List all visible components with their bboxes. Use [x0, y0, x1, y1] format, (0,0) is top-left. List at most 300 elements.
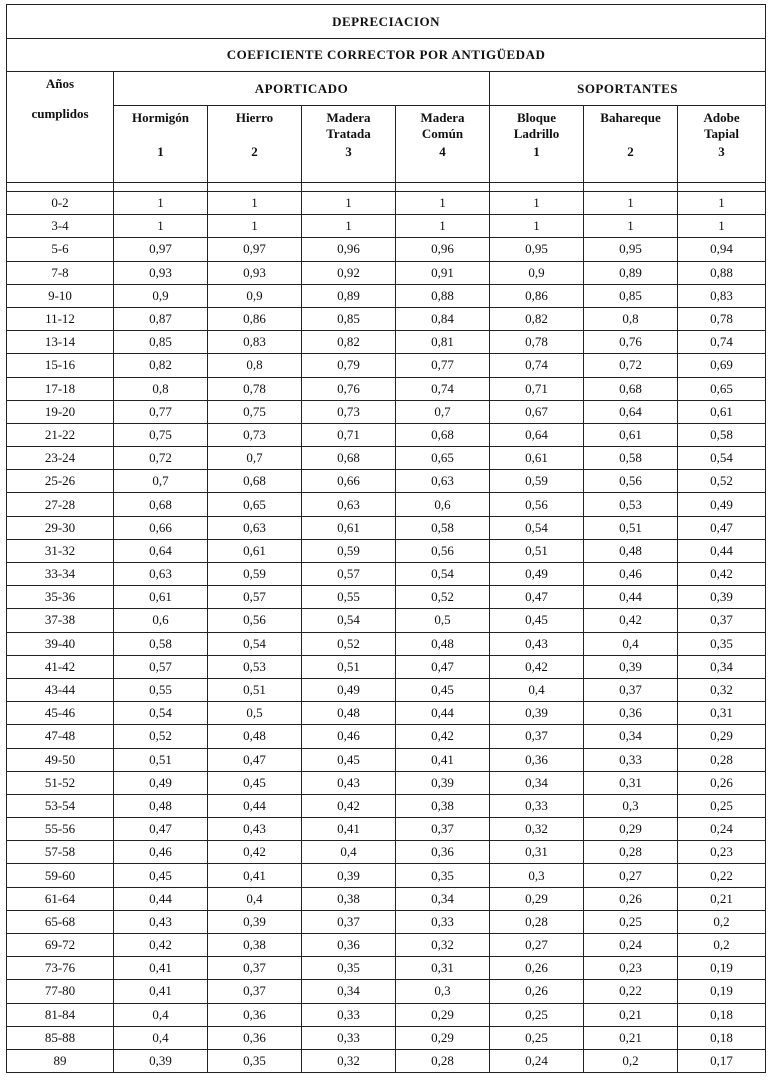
coefficient-cell: 0,57 [114, 655, 208, 678]
column-header [678, 106, 766, 183]
column-header [114, 106, 208, 183]
coefficient-cell: 1 [678, 215, 766, 238]
coefficient-cell: 0,34 [584, 725, 678, 748]
coefficient-cell: 0,45 [490, 609, 584, 632]
coefficient-cell: 0,29 [678, 725, 766, 748]
depreciation-document [6, 4, 765, 1073]
spacer-cell [302, 183, 396, 192]
coefficient-cell: 0,55 [302, 586, 396, 609]
table-row [7, 609, 766, 632]
coefficient-cell: 0,39 [396, 771, 490, 794]
coefficient-cell: 1 [678, 192, 766, 215]
coefficient-cell: 0,2 [584, 1049, 678, 1072]
years-cell: 25-26 [7, 470, 114, 493]
coefficient-cell: 0,19 [678, 980, 766, 1003]
coefficient-cell: 0,44 [208, 794, 302, 817]
coefficient-cell: 0,54 [302, 609, 396, 632]
coefficient-cell: 0,42 [678, 563, 766, 586]
coefficient-cell: 0,78 [208, 377, 302, 400]
column-header [302, 106, 396, 183]
depreciation-table [6, 4, 766, 1073]
years-cell: 77-80 [7, 980, 114, 1003]
column-header-label: Ladrillo [513, 126, 560, 141]
coefficient-cell: 0,21 [678, 887, 766, 910]
coefficient-cell: 0,34 [302, 980, 396, 1003]
coefficient-cell: 0,92 [302, 261, 396, 284]
coefficient-cell: 0,36 [302, 934, 396, 957]
table-row [7, 841, 766, 864]
coefficient-cell: 0,65 [208, 493, 302, 516]
coefficient-cell: 0,61 [302, 516, 396, 539]
years-cell: 33-34 [7, 563, 114, 586]
coefficient-cell: 0,59 [208, 563, 302, 586]
coefficient-cell: 0,4 [490, 678, 584, 701]
table-row [7, 539, 766, 562]
coefficient-cell: 0,58 [396, 516, 490, 539]
coefficient-cell: 0,33 [396, 910, 490, 933]
coefficient-cell: 0,77 [114, 400, 208, 423]
coefficient-cell: 1 [114, 215, 208, 238]
coefficient-cell: 0,6 [114, 609, 208, 632]
years-cell: 23-24 [7, 447, 114, 470]
coefficient-cell: 0,73 [302, 400, 396, 423]
spacer-cell [7, 183, 114, 192]
coefficient-cell: 0,64 [490, 423, 584, 446]
coefficient-cell: 0,75 [208, 400, 302, 423]
coefficient-cell: 0,64 [114, 539, 208, 562]
group-header-soportantes: SOPORTANTES [490, 72, 766, 106]
coefficient-cell: 0,58 [678, 423, 766, 446]
years-cell: 11-12 [7, 307, 114, 330]
spacer-cell [114, 183, 208, 192]
coefficient-cell: 0,4 [114, 1026, 208, 1049]
coefficient-cell: 0,37 [208, 980, 302, 1003]
coefficient-cell: 0,23 [584, 957, 678, 980]
coefficient-cell: 0,9 [490, 261, 584, 284]
coefficient-cell: 0,39 [208, 910, 302, 933]
years-cell: 31-32 [7, 539, 114, 562]
coefficient-cell: 0,7 [208, 447, 302, 470]
years-cell: 65-68 [7, 910, 114, 933]
coefficient-cell: 0,52 [114, 725, 208, 748]
coefficient-cell: 0,63 [396, 470, 490, 493]
coefficient-cell: 0,48 [584, 539, 678, 562]
column-header-number: 2 [627, 144, 634, 159]
coefficient-cell: 0,51 [302, 655, 396, 678]
coefficient-cell: 0,37 [490, 725, 584, 748]
coefficient-cell: 0,8 [114, 377, 208, 400]
coefficient-cell: 0,35 [396, 864, 490, 887]
coefficient-cell: 0,49 [490, 563, 584, 586]
coefficient-cell: 0,68 [208, 470, 302, 493]
coefficient-cell: 0,78 [678, 307, 766, 330]
table-row [7, 423, 766, 446]
coefficient-cell: 0,21 [584, 1026, 678, 1049]
coefficient-cell: 0,76 [302, 377, 396, 400]
table-row [7, 934, 766, 957]
coefficient-cell: 0,68 [584, 377, 678, 400]
coefficient-cell: 0,55 [114, 678, 208, 701]
coefficient-cell: 0,46 [114, 841, 208, 864]
coefficient-cell: 0,47 [114, 818, 208, 841]
coefficient-cell: 0,95 [584, 238, 678, 261]
table-row [7, 771, 766, 794]
coefficient-cell: 0,41 [302, 818, 396, 841]
column-header-label: Tapial [704, 126, 740, 141]
coefficient-cell: 0,43 [208, 818, 302, 841]
coefficient-cell: 0,32 [490, 818, 584, 841]
coefficient-cell: 0,24 [678, 818, 766, 841]
coefficient-cell: 0,74 [678, 331, 766, 354]
coefficient-cell: 0,74 [490, 354, 584, 377]
coefficient-cell: 0,18 [678, 1026, 766, 1049]
coefficient-cell: 0,45 [396, 678, 490, 701]
table-row [7, 748, 766, 771]
years-cell: 85-88 [7, 1026, 114, 1049]
coefficient-cell: 0,42 [114, 934, 208, 957]
coefficient-cell: 0,52 [396, 586, 490, 609]
years-cell: 41-42 [7, 655, 114, 678]
coefficient-cell: 0,2 [678, 910, 766, 933]
column-header-label: Hierro [235, 110, 274, 125]
coefficient-cell: 0,42 [490, 655, 584, 678]
table-row [7, 678, 766, 701]
years-cell: 27-28 [7, 493, 114, 516]
coefficient-cell: 0,41 [114, 980, 208, 1003]
coefficient-cell: 0,81 [396, 331, 490, 354]
coefficient-cell: 0,82 [114, 354, 208, 377]
coefficient-cell: 0,48 [396, 632, 490, 655]
column-header [490, 106, 584, 183]
coefficient-cell: 0,93 [208, 261, 302, 284]
coefficient-cell: 0,61 [678, 400, 766, 423]
coefficient-cell: 0,97 [208, 238, 302, 261]
coefficient-cell: 0,21 [584, 1003, 678, 1026]
coefficient-cell: 0,9 [114, 284, 208, 307]
column-header [584, 106, 678, 183]
table-row [7, 563, 766, 586]
coefficient-cell: 0,36 [396, 841, 490, 864]
coefficient-cell: 0,49 [302, 678, 396, 701]
table-row [7, 887, 766, 910]
coefficient-cell: 1 [396, 215, 490, 238]
coefficient-cell: 1 [490, 215, 584, 238]
years-cell: 5-6 [7, 238, 114, 261]
coefficient-cell: 0,82 [302, 331, 396, 354]
coefficient-cell: 0,33 [490, 794, 584, 817]
column-header-number: 3 [345, 144, 352, 159]
column-header-label: Bloque [516, 110, 556, 125]
coefficient-cell: 1 [302, 192, 396, 215]
years-cell: 43-44 [7, 678, 114, 701]
coefficient-cell: 0,28 [396, 1049, 490, 1072]
spacer-cell [396, 183, 490, 192]
coefficient-cell: 0,39 [584, 655, 678, 678]
coefficient-cell: 0,39 [678, 586, 766, 609]
coefficient-cell: 0,34 [396, 887, 490, 910]
coefficient-cell: 0,26 [678, 771, 766, 794]
table-row [7, 1049, 766, 1072]
coefficient-cell: 0,56 [490, 493, 584, 516]
spacer-cell [678, 183, 766, 192]
coefficient-cell: 0,7 [114, 470, 208, 493]
coefficient-cell: 0,37 [208, 957, 302, 980]
coefficient-cell: 0,54 [396, 563, 490, 586]
coefficient-cell: 0,46 [584, 563, 678, 586]
coefficient-cell: 0,28 [584, 841, 678, 864]
coefficient-cell: 0,51 [584, 516, 678, 539]
years-cell: 81-84 [7, 1003, 114, 1026]
coefficient-cell: 0,37 [678, 609, 766, 632]
table-row [7, 957, 766, 980]
coefficient-cell: 0,61 [208, 539, 302, 562]
coefficient-cell: 0,38 [208, 934, 302, 957]
table-row [7, 215, 766, 238]
coefficient-cell: 0,54 [678, 447, 766, 470]
coefficient-cell: 0,35 [302, 957, 396, 980]
coefficient-cell: 0,39 [302, 864, 396, 887]
years-cell: 51-52 [7, 771, 114, 794]
column-header-number: 4 [439, 144, 446, 159]
table-row [7, 470, 766, 493]
table-row [7, 818, 766, 841]
coefficient-cell: 0,52 [302, 632, 396, 655]
coefficient-cell: 0,83 [208, 331, 302, 354]
coefficient-cell: 0,85 [302, 307, 396, 330]
coefficient-cell: 0,41 [396, 748, 490, 771]
coefficient-cell: 0,56 [208, 609, 302, 632]
coefficient-cell: 0,61 [114, 586, 208, 609]
coefficient-cell: 0,46 [302, 725, 396, 748]
coefficient-cell: 0,25 [678, 794, 766, 817]
table-row [7, 655, 766, 678]
coefficient-cell: 0,67 [490, 400, 584, 423]
group-header-aporticado: APORTICADO [114, 72, 490, 106]
coefficient-cell: 0,94 [678, 238, 766, 261]
years-cell: 21-22 [7, 423, 114, 446]
coefficient-cell: 0,68 [302, 447, 396, 470]
years-column-header [7, 72, 114, 183]
table-row [7, 307, 766, 330]
coefficient-cell: 0,36 [490, 748, 584, 771]
spacer-row [7, 183, 766, 192]
table-row [7, 354, 766, 377]
coefficient-cell: 1 [302, 215, 396, 238]
coefficient-cell: 0,31 [490, 841, 584, 864]
column-header-number: 1 [533, 144, 540, 159]
coefficient-cell: 0,58 [584, 447, 678, 470]
years-cell: 29-30 [7, 516, 114, 539]
spacer-cell [490, 183, 584, 192]
coefficient-cell: 0,51 [490, 539, 584, 562]
coefficient-cell: 0,71 [490, 377, 584, 400]
coefficient-cell: 0,53 [208, 655, 302, 678]
table-row [7, 400, 766, 423]
coefficient-cell: 0,38 [302, 887, 396, 910]
coefficient-cell: 0,57 [208, 586, 302, 609]
spacer-cell [584, 183, 678, 192]
coefficient-cell: 0,32 [396, 934, 490, 957]
coefficient-cell: 0,4 [114, 1003, 208, 1026]
coefficient-cell: 1 [208, 215, 302, 238]
table-row [7, 794, 766, 817]
years-cell: 19-20 [7, 400, 114, 423]
coefficient-cell: 0,66 [114, 516, 208, 539]
years-cell: 55-56 [7, 818, 114, 841]
years-cell: 73-76 [7, 957, 114, 980]
table-row [7, 725, 766, 748]
table-row [7, 1026, 766, 1049]
coefficient-cell: 0,47 [490, 586, 584, 609]
coefficient-cell: 0,61 [490, 447, 584, 470]
coefficient-cell: 0,66 [302, 470, 396, 493]
coefficient-cell: 0,63 [208, 516, 302, 539]
coefficient-cell: 0,56 [396, 539, 490, 562]
coefficient-cell: 0,28 [490, 910, 584, 933]
coefficient-cell: 0,35 [678, 632, 766, 655]
coefficient-cell: 1 [396, 192, 490, 215]
table-row [7, 910, 766, 933]
coefficient-cell: 0,19 [678, 957, 766, 980]
coefficient-cell: 0,45 [114, 864, 208, 887]
years-cell: 59-60 [7, 864, 114, 887]
table-subtitle: COEFICIENTE CORRECTOR POR ANTIGÜEDAD [7, 39, 766, 72]
coefficient-cell: 0,25 [490, 1003, 584, 1026]
coefficient-cell: 0,88 [396, 284, 490, 307]
coefficient-cell: 0,37 [584, 678, 678, 701]
coefficient-cell: 0,25 [490, 1026, 584, 1049]
coefficient-cell: 0,26 [584, 887, 678, 910]
coefficient-cell: 0,86 [490, 284, 584, 307]
coefficient-cell: 0,22 [678, 864, 766, 887]
coefficient-cell: 0,69 [678, 354, 766, 377]
coefficient-cell: 0,57 [302, 563, 396, 586]
coefficient-cell: 0,52 [678, 470, 766, 493]
coefficient-cell: 0,4 [584, 632, 678, 655]
coefficient-cell: 0,5 [208, 702, 302, 725]
coefficient-cell: 0,48 [302, 702, 396, 725]
column-header [208, 106, 302, 183]
years-cell: 69-72 [7, 934, 114, 957]
coefficient-cell: 0,45 [302, 748, 396, 771]
coefficient-cell: 0,59 [302, 539, 396, 562]
years-cell: 45-46 [7, 702, 114, 725]
years-header-line2: cumplidos [31, 106, 89, 121]
coefficient-cell: 0,63 [302, 493, 396, 516]
coefficient-cell: 0,42 [208, 841, 302, 864]
coefficient-cell: 0,34 [678, 655, 766, 678]
coefficient-cell: 0,44 [114, 887, 208, 910]
coefficient-cell: 1 [114, 192, 208, 215]
coefficient-cell: 1 [208, 192, 302, 215]
table-row [7, 284, 766, 307]
coefficient-cell: 0,97 [114, 238, 208, 261]
coefficient-cell: 0,4 [208, 887, 302, 910]
coefficient-cell: 0,49 [678, 493, 766, 516]
spacer-cell [208, 183, 302, 192]
coefficient-cell: 0,54 [114, 702, 208, 725]
coefficient-cell: 0,45 [208, 771, 302, 794]
coefficient-cell: 0,44 [396, 702, 490, 725]
coefficient-cell: 0,87 [114, 307, 208, 330]
coefficient-cell: 0,54 [208, 632, 302, 655]
coefficient-cell: 0,84 [396, 307, 490, 330]
coefficient-cell: 0,4 [302, 841, 396, 864]
coefficient-cell: 0,34 [490, 771, 584, 794]
column-header-label: Común [421, 126, 464, 141]
table-row [7, 447, 766, 470]
coefficient-cell: 1 [584, 192, 678, 215]
column-header-label: Tratada [326, 126, 371, 141]
coefficient-cell: 0,74 [396, 377, 490, 400]
table-row [7, 702, 766, 725]
coefficient-cell: 0,73 [208, 423, 302, 446]
coefficient-cell: 0,96 [396, 238, 490, 261]
coefficient-cell: 0,18 [678, 1003, 766, 1026]
coefficient-cell: 0,58 [114, 632, 208, 655]
table-title: DEPRECIACION [7, 5, 766, 39]
coefficient-cell: 0,88 [678, 261, 766, 284]
coefficient-cell: 0,29 [490, 887, 584, 910]
coefficient-cell: 0,33 [302, 1026, 396, 1049]
years-cell: 3-4 [7, 215, 114, 238]
coefficient-cell: 0,29 [396, 1003, 490, 1026]
column-header-label: Adobe [703, 110, 740, 125]
years-cell: 61-64 [7, 887, 114, 910]
years-cell: 35-36 [7, 586, 114, 609]
column-header-label: Madera [420, 110, 465, 125]
years-cell: 13-14 [7, 331, 114, 354]
coefficient-cell: 0,36 [208, 1003, 302, 1026]
coefficient-cell: 0,42 [584, 609, 678, 632]
coefficient-cell: 0,41 [208, 864, 302, 887]
coefficient-cell: 0,75 [114, 423, 208, 446]
coefficient-cell: 0,26 [490, 980, 584, 1003]
years-cell: 89 [7, 1049, 114, 1072]
coefficient-cell: 0,47 [396, 655, 490, 678]
coefficient-cell: 0,68 [396, 423, 490, 446]
coefficient-cell: 0,43 [302, 771, 396, 794]
coefficient-cell: 0,6 [396, 493, 490, 516]
coefficient-cell: 0,54 [490, 516, 584, 539]
years-cell: 9-10 [7, 284, 114, 307]
coefficient-cell: 0,27 [584, 864, 678, 887]
coefficient-cell: 0,68 [114, 493, 208, 516]
coefficient-cell: 0,33 [584, 748, 678, 771]
coefficient-cell: 0,17 [678, 1049, 766, 1072]
coefficient-cell: 0,31 [678, 702, 766, 725]
coefficient-cell: 0,47 [208, 748, 302, 771]
coefficient-cell: 0,89 [584, 261, 678, 284]
table-row [7, 864, 766, 887]
coefficient-cell: 0,89 [302, 284, 396, 307]
years-cell: 7-8 [7, 261, 114, 284]
coefficient-cell: 0,36 [584, 702, 678, 725]
coefficient-cell: 0,72 [114, 447, 208, 470]
coefficient-cell: 0,78 [490, 331, 584, 354]
coefficient-cell: 0,32 [678, 678, 766, 701]
coefficient-cell: 1 [584, 215, 678, 238]
coefficient-cell: 0,3 [584, 794, 678, 817]
column-header [396, 106, 490, 183]
coefficient-cell: 0,25 [584, 910, 678, 933]
coefficient-cell: 0,8 [584, 307, 678, 330]
column-header-label: Madera [326, 110, 371, 125]
coefficient-cell: 0,48 [114, 794, 208, 817]
coefficient-cell: 0,91 [396, 261, 490, 284]
coefficient-cell: 0,3 [396, 980, 490, 1003]
coefficient-cell: 0,79 [302, 354, 396, 377]
